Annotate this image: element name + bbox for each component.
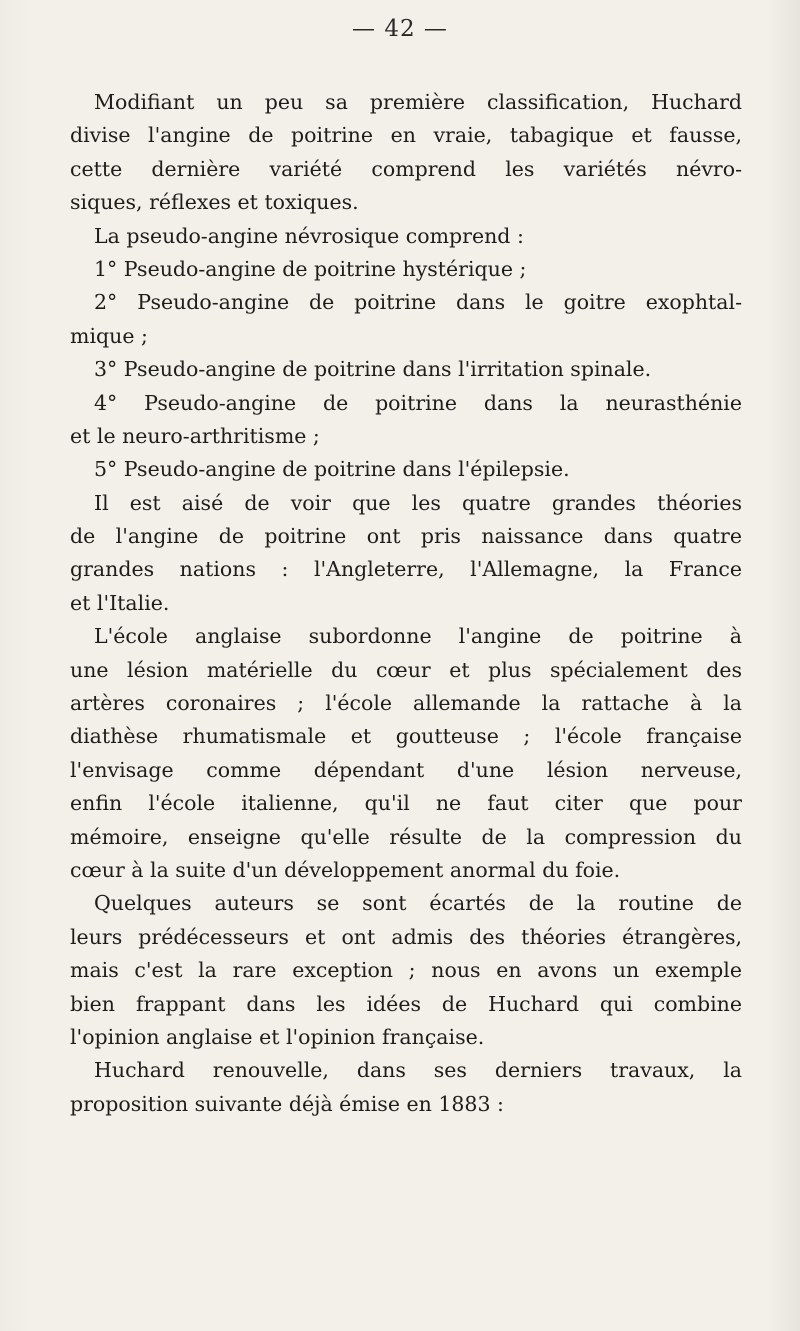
paragraph bbox=[70, 353, 742, 386]
text-line: 5° Pseudo-angine de poitrine dans l'épilepsie. bbox=[94, 457, 570, 482]
text-line: et l'Italie. bbox=[70, 590, 170, 615]
text-line: une lésion matérielle du cœur et plus spécialement des bbox=[70, 657, 742, 682]
text-line: leurs prédécesseurs et ont admis des théories étrangères, bbox=[70, 924, 742, 949]
text-line: et le neuro-arthritisme ; bbox=[70, 423, 320, 448]
text-line: enfin l'école italienne, qu'il ne faut citer que pour bbox=[70, 791, 742, 816]
paragraph bbox=[70, 887, 742, 1054]
text-line: 4° Pseudo-angine de poitrine dans la neurasthénie bbox=[94, 390, 742, 415]
paragraph bbox=[70, 86, 742, 220]
text-line: diathèse rhumatismale et goutteuse ; l'école française bbox=[70, 724, 742, 749]
text-line: Quelques auteurs se sont écartés de la routine de bbox=[94, 891, 742, 916]
paragraph bbox=[70, 487, 742, 621]
text-line: grandes nations : l'Angleterre, l'Allemagne, la France bbox=[70, 557, 742, 582]
text-line: artères coronaires ; l'école allemande la rattache à la bbox=[70, 691, 742, 716]
text-line: mémoire, enseigne qu'elle résulte de la compression du bbox=[70, 824, 742, 849]
text-line: Huchard renouvelle, dans ses derniers travaux, la bbox=[94, 1058, 742, 1083]
text-line: de l'angine de poitrine ont pris naissance dans quatre bbox=[70, 524, 742, 549]
text-line: mais c'est la rare exception ; nous en avons un exemple bbox=[70, 958, 742, 983]
paragraph bbox=[70, 387, 742, 454]
text-line: siques, réflexes et toxiques. bbox=[70, 190, 359, 215]
text-line: Il est aisé de voir que les quatre grandes théories bbox=[94, 490, 742, 515]
text-line: 1° Pseudo-angine de poitrine hystérique ; bbox=[94, 256, 527, 281]
text-line: proposition suivante déjà émise en 1883 : bbox=[70, 1091, 504, 1116]
page-number: — 42 — bbox=[352, 16, 448, 42]
text-line: cœur à la suite d'un développement anormal du foie. bbox=[70, 857, 621, 882]
text-line: 2° Pseudo-angine de poitrine dans le goitre exophtal- bbox=[94, 290, 742, 315]
text-line: mique ; bbox=[70, 323, 148, 348]
text-line: L'école anglaise subordonne l'angine de poitrine à bbox=[94, 624, 742, 649]
paragraph bbox=[70, 220, 742, 253]
text-line: bien frappant dans les idées de Huchard qui combine bbox=[70, 991, 742, 1016]
text-line: l'envisage comme dépendant d'une lésion nerveuse, bbox=[70, 757, 742, 782]
paragraph bbox=[70, 453, 742, 486]
paragraph bbox=[70, 1054, 742, 1121]
paragraph bbox=[70, 286, 742, 353]
paragraph bbox=[70, 253, 742, 286]
text-line: 3° Pseudo-angine de poitrine dans l'irritation spinale. bbox=[94, 357, 652, 382]
text-line: cette dernière variété comprend les variétés névro- bbox=[70, 156, 742, 181]
text-line: La pseudo-angine névrosique comprend : bbox=[94, 223, 524, 248]
body-text bbox=[70, 86, 742, 1121]
text-line: Modifiant un peu sa première classification, Huchard bbox=[94, 90, 742, 114]
paragraph bbox=[70, 620, 742, 887]
text-line: l'opinion anglaise et l'opinion française. bbox=[70, 1024, 485, 1049]
text-line: divise l'angine de poitrine en vraie, tabagique et fausse, bbox=[70, 123, 742, 148]
